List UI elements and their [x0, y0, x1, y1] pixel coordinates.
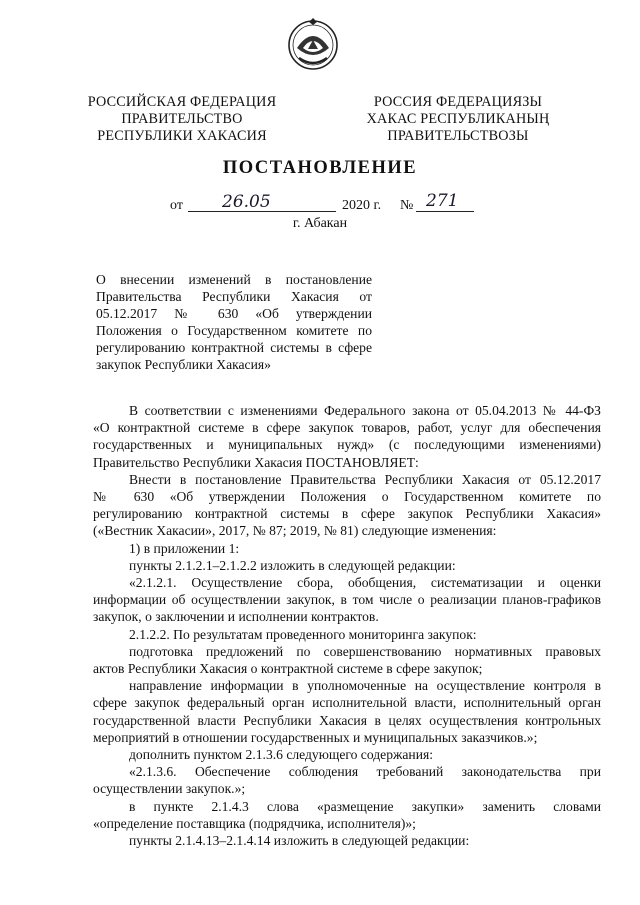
body-line: закупок, о заключении и исполнении контрактов.	[93, 609, 379, 625]
body-line: осуществлении закупок.»;	[93, 781, 246, 797]
header-right-line-2: ХАКАС РЕСПУБЛИКАНЫҢ	[366, 111, 550, 127]
handwritten-date: 26.05	[222, 192, 271, 212]
handwritten-number: 271	[426, 191, 459, 211]
coat-of-arms-emblem	[287, 18, 339, 70]
body-line: «О контрактной системе в сфере закупок товаров, работ, услуг для обеспечения	[93, 420, 601, 436]
body-line: «2.1.3.6. Обеспечение соблюдения требований законодательства при	[129, 764, 601, 780]
body-line: государственных и муниципальных нужд» (с последующими изменениями)	[93, 437, 601, 453]
subject-line: Положения о Государственном комитете по	[96, 323, 372, 338]
city-name: г. Абакан	[292, 216, 348, 231]
header-right-line-3: ПРАВИТЕЛЬСТВОЗЫ	[387, 128, 529, 144]
number-underline	[416, 211, 474, 212]
body-line: пункты 2.1.2.1–2.1.2.2 изложить в следующей редакции:	[129, 557, 456, 573]
body-line: («Вестник Хакасии», 2017, № 87; 2019, № 81) следующие изменения:	[93, 523, 497, 539]
number-label: №	[400, 198, 414, 213]
body-line: Правительство Республики Хакасия ПОСТАНОВЛЯЕТ:	[93, 454, 419, 470]
body-line: «определение поставщика (подрядчика, исполнителя)»;	[93, 815, 416, 831]
body-line: «2.1.2.1. Осуществление сбора, обобщения, систематизации и оценки	[129, 575, 601, 591]
body-line: Внести в постановление Правительства Республики Хакасия от 05.12.2017	[129, 471, 601, 487]
date-from-label: от	[170, 198, 183, 213]
body-line: 1) в приложении 1:	[129, 540, 240, 556]
subject-line: закупок Республики Хакасия»	[96, 357, 271, 372]
body-line: государственной власти Республики Хакасия в целях осуществления контрольных	[93, 712, 601, 728]
body-line: дополнить пунктом 2.1.3.6 следующего содержания:	[129, 747, 433, 763]
year-label: 2020 г.	[342, 198, 382, 213]
header-right-line-1: РОССИЯ ФЕДЕРАЦИЯЗЫ	[373, 94, 543, 110]
document-type-title: ПОСТАНОВЛЕНИЕ	[222, 158, 418, 178]
body-line: пункты 2.1.4.13–2.1.4.14 изложить в следующей редакции:	[129, 833, 470, 849]
date-number-line	[0, 192, 640, 218]
subject-line: 05.12.2017 № 630 «Об утверждении	[96, 306, 372, 321]
header-left-line-3: РЕСПУБЛИКИ ХАКАСИЯ	[97, 128, 267, 144]
header-left-line-1: РОССИЙСКАЯ ФЕДЕРАЦИЯ	[87, 94, 277, 110]
body-line: в пункте 2.1.4.3 слова «размещение закупки» заменить словами	[129, 798, 601, 814]
document-body	[93, 402, 601, 849]
body-line: информации об осуществлении закупок, в том числе о реализации планов-графиков	[93, 592, 601, 608]
body-line: № 630 «Об утверждении Положения о Государственном комитете по	[93, 489, 601, 505]
body-line: сфере закупок федеральный орган исполнительной власти, исполнительный орган	[93, 695, 601, 711]
header-left-line-2: ПРАВИТЕЛЬСТВО	[121, 111, 243, 127]
subject-line: регулированию контрактной системы в сфере	[96, 340, 372, 355]
body-line: мероприятий в отношении государственных и муниципальных заказчиков.»;	[93, 729, 538, 745]
body-line: 2.1.2.2. По результатам проведенного мониторинга закупок:	[129, 626, 477, 642]
document-subject	[96, 271, 372, 373]
subject-line: Правительства Республики Хакасия от	[96, 289, 372, 304]
body-line: актов Республики Хакасия о контрактной системе в сфере закупок;	[93, 661, 483, 677]
body-line: подготовка предложений по совершенствованию нормативных правовых	[129, 643, 601, 659]
subject-line: О внесении изменений в постановление	[96, 272, 372, 287]
header-right-khakas	[338, 94, 578, 145]
header-left-russian	[62, 94, 302, 145]
body-line: направление информации в уполномоченные на осуществление контроля в	[129, 678, 601, 694]
body-line: В соответствии с изменениями Федерального закона от 05.04.2013 № 44-ФЗ	[129, 403, 601, 418]
body-line: регулированию контрактной системы в сфере закупок Республики Хакасия»	[93, 506, 601, 522]
